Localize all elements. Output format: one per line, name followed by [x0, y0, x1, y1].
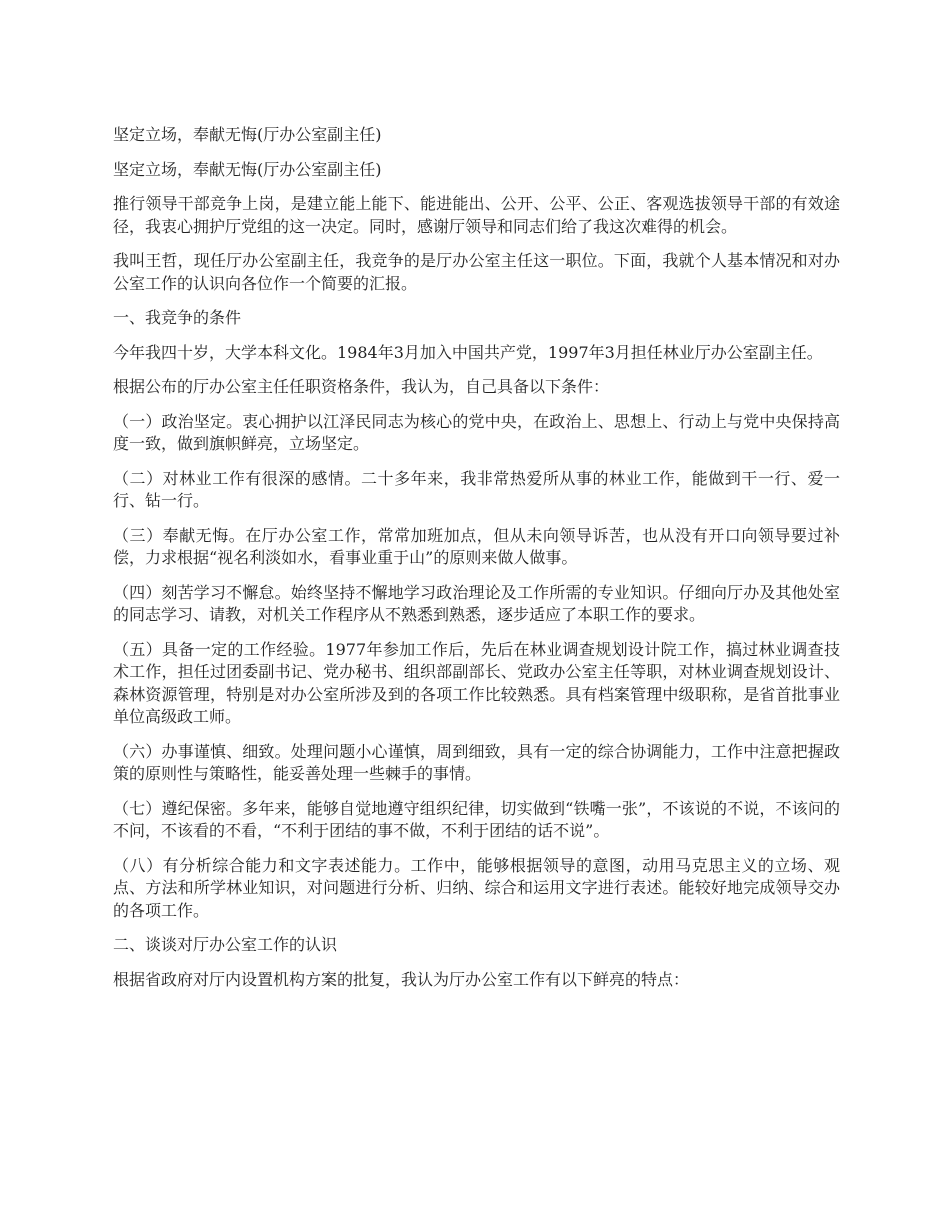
paragraph-background: 今年我四十岁，大学本科文化。1984年3月加入中国共产党，1997年3月担任林业厅办公室副主任。: [113, 342, 823, 362]
condition-item-5: （五）具备一定的工作经验。1977年参加工作后，先后在林业调查规划设计院工作，搞过林业调查技术工作，担任过团委副书记、党办秘书、组织部副部长、党政办公室主任等职，对林业调查规划设计、森林资源管理，特别是对办公室所涉及到的各项工作比较熟悉。具有档案管理中级职称，是省首批事业单位高级政工师。: [113, 639, 840, 726]
condition-item-3: （三）奉献无悔。在厅办公室工作，常常加班加点，但从未向领导诉苦，也从没有开口向领导要过补偿，力求根据“视名利淡如水，看事业重于山”的原则来做人做事。: [113, 525, 840, 567]
document-title: 坚定立场，奉献无悔(厅办公室副主任): [113, 125, 382, 144]
paragraph-self-introduction: 我叫王哲，现任厅办公室副主任，我竞争的是厅办公室主任这一职位。下面，我就个人基本情况和对办公室工作的认识向各位作一个简要的汇报。: [113, 251, 840, 293]
document-subtitle: 坚定立场，奉献无悔(厅办公室副主任): [113, 159, 382, 179]
condition-item-6: （六）办事谨慎、细致。处理问题小心谨慎，周到细致，具有一定的综合协调能力，工作中注意把握政策的原则性与策略性，能妥善处理一些棘手的事情。: [113, 741, 840, 783]
document-body: [113, 124, 840, 1003]
condition-item-1: （一）政治坚定。衷心拥护以江泽民同志为核心的党中央，在政治上、思想上、行动上与党中央保持高度一致，做到旗帜鲜亮，立场坚定。: [113, 411, 840, 453]
condition-item-2: （二）对林业工作有很深的感情。二十多年来，我非常热爱所从事的林业工作，能做到干一行、爱一行、钻一行。: [113, 468, 840, 510]
paragraph-understanding-intro: 根据省政府对厅内设置机构方案的批复，我认为厅办公室工作有以下鲜亮的特点：: [113, 969, 690, 989]
condition-item-8: （八）有分析综合能力和文字表述能力。工作中，能够根据领导的意图，动用马克思主义的立场、观点、方法和所学林业知识，对问题进行分析、归纳、综合和运用文字进行表述。能较好地完成领导交办的各项工作。: [113, 855, 840, 920]
section-heading-understanding: 二、谈谈对厅办公室工作的认识: [113, 935, 338, 954]
paragraph-conditions-intro: 根据公布的厅办公室主任任职资格条件，我认为，自己具备以下条件：: [113, 377, 610, 396]
paragraph-intro: 推行领导干部竞争上岗，是建立能上能下、能进能出、公开、公平、公正、客观选拔领导干部的有效途径，我衷心拥护厅党组的这一决定。同时，感谢厅领导和同志们给了我这次难得的机会。: [113, 194, 840, 236]
condition-item-7: （七）遵纪保密。多年来，能够自觉地遵守组织纪律，切实做到“铁嘴一张”，不该说的不说，不该问的不问，不该看的不看，“不利于团结的事不做，不利于团结的话不说”。: [113, 798, 840, 840]
section-heading-conditions: 一、我竞争的条件: [113, 308, 242, 327]
condition-item-4: （四）刻苦学习不懈怠。始终坚持不懈地学习政治理论及工作所需的专业知识。仔细向厅办及其他处室的同志学习、请教，对机关工作程序从不熟悉到熟悉，逐步适应了本职工作的要求。: [113, 582, 840, 624]
